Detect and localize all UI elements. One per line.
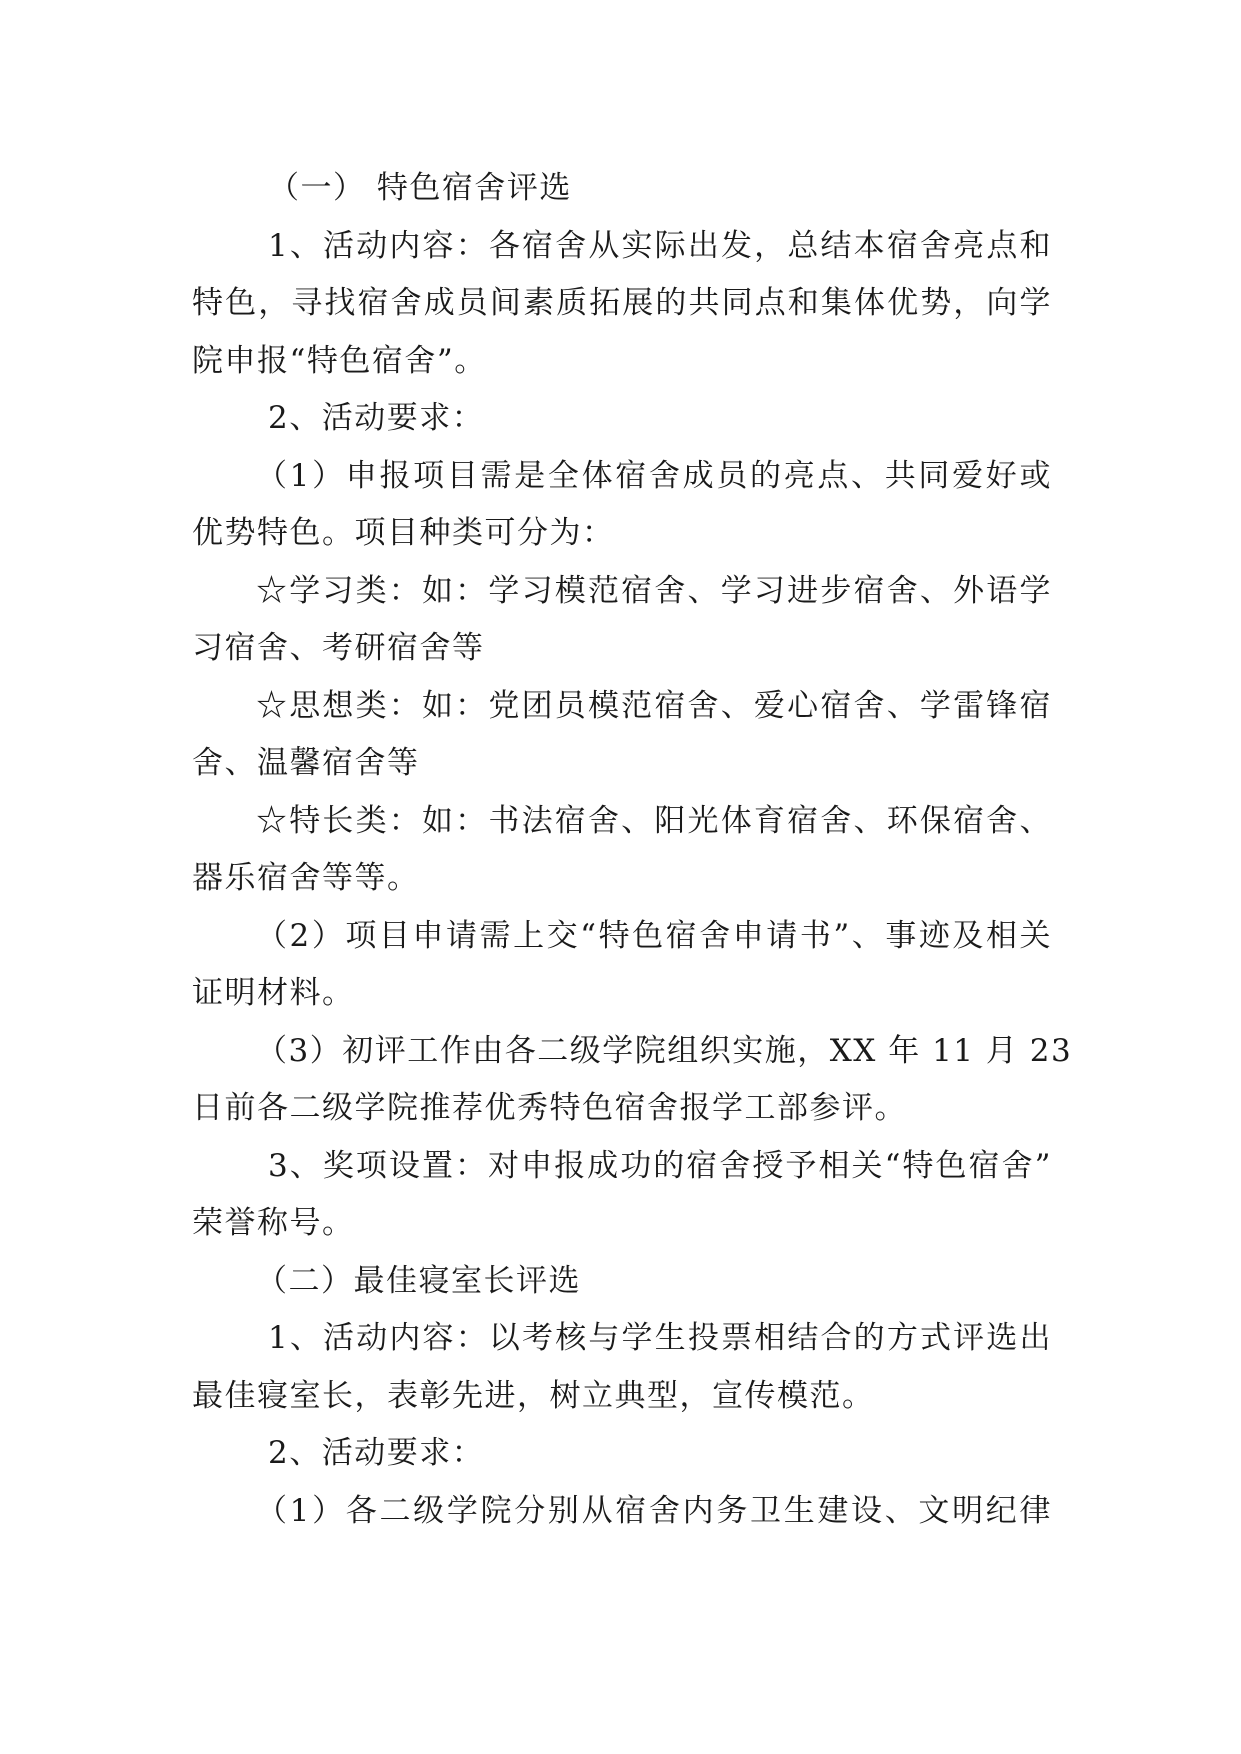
paragraph-line: 证明材料。 (192, 975, 355, 1011)
paragraph-line: 1、活动内容：以考核与学生投票相结合的方式评选出 (268, 1320, 1052, 1356)
paragraph-line: （2）项目申请需上交“特色宿舍申请书”、事迹及相关 (256, 917, 1052, 954)
paragraph-line: 日前各二级学院推荐优秀特色宿舍报学工部参评。 (192, 1090, 907, 1126)
paragraph-line: 2、活动要求： (268, 400, 485, 436)
paragraph-line: 3、奖项设置：对申报成功的宿舍授予相关“特色宿舍” (268, 1147, 1052, 1184)
paragraph-line: （1）申报项目需是全体宿舍成员的亮点、共同爱好或 (256, 457, 1052, 494)
document-body (192, 160, 1073, 1540)
paragraph-line: ☆特长类：如：书法宿舍、阳光体育宿舍、环保宿舍、 (256, 802, 1052, 839)
paragraph-line: 荣誉称号。 (192, 1205, 355, 1241)
paragraph-line: 特色，寻找宿舍成员间素质拓展的共同点和集体优势，向学 (192, 285, 1052, 321)
paragraph-line: 器乐宿舍等等。 (192, 860, 420, 896)
paragraph-line: 习宿舍、考研宿舍等 (192, 630, 485, 666)
paragraph-line: 院申报“特色宿舍”。 (192, 342, 487, 379)
paragraph-line: （1）各二级学院分别从宿舍内务卫生建设、文明纪律 (256, 1492, 1052, 1529)
paragraph-line: 优势特色。项目种类可分为： (192, 515, 615, 551)
paragraph-line: 最佳寝室长，表彰先进，树立典型，宣传模范。 (192, 1377, 875, 1414)
section-heading-best-dorm-leader: （二）最佳寝室长评选 (256, 1262, 581, 1299)
paragraph-line: ☆思想类：如：党团员模范宿舍、爱心宿舍、学雷锋宿 (256, 687, 1052, 724)
paragraph-line: 2、活动要求： (268, 1435, 485, 1471)
paragraph-line: 1、活动内容：各宿舍从实际出发，总结本宿舍亮点和 (268, 227, 1052, 264)
paragraph-line: 舍、温馨宿舍等 (192, 745, 420, 781)
paragraph-line: （3）初评工作由各二级学院组织实施，XX 年 11 月 23 (256, 1032, 1073, 1069)
paragraph-line: ☆学习类：如：学习模范宿舍、学习进步宿舍、外语学 (256, 572, 1052, 609)
section-heading-featured-dorm: （一） 特色宿舍评选 (268, 170, 572, 206)
